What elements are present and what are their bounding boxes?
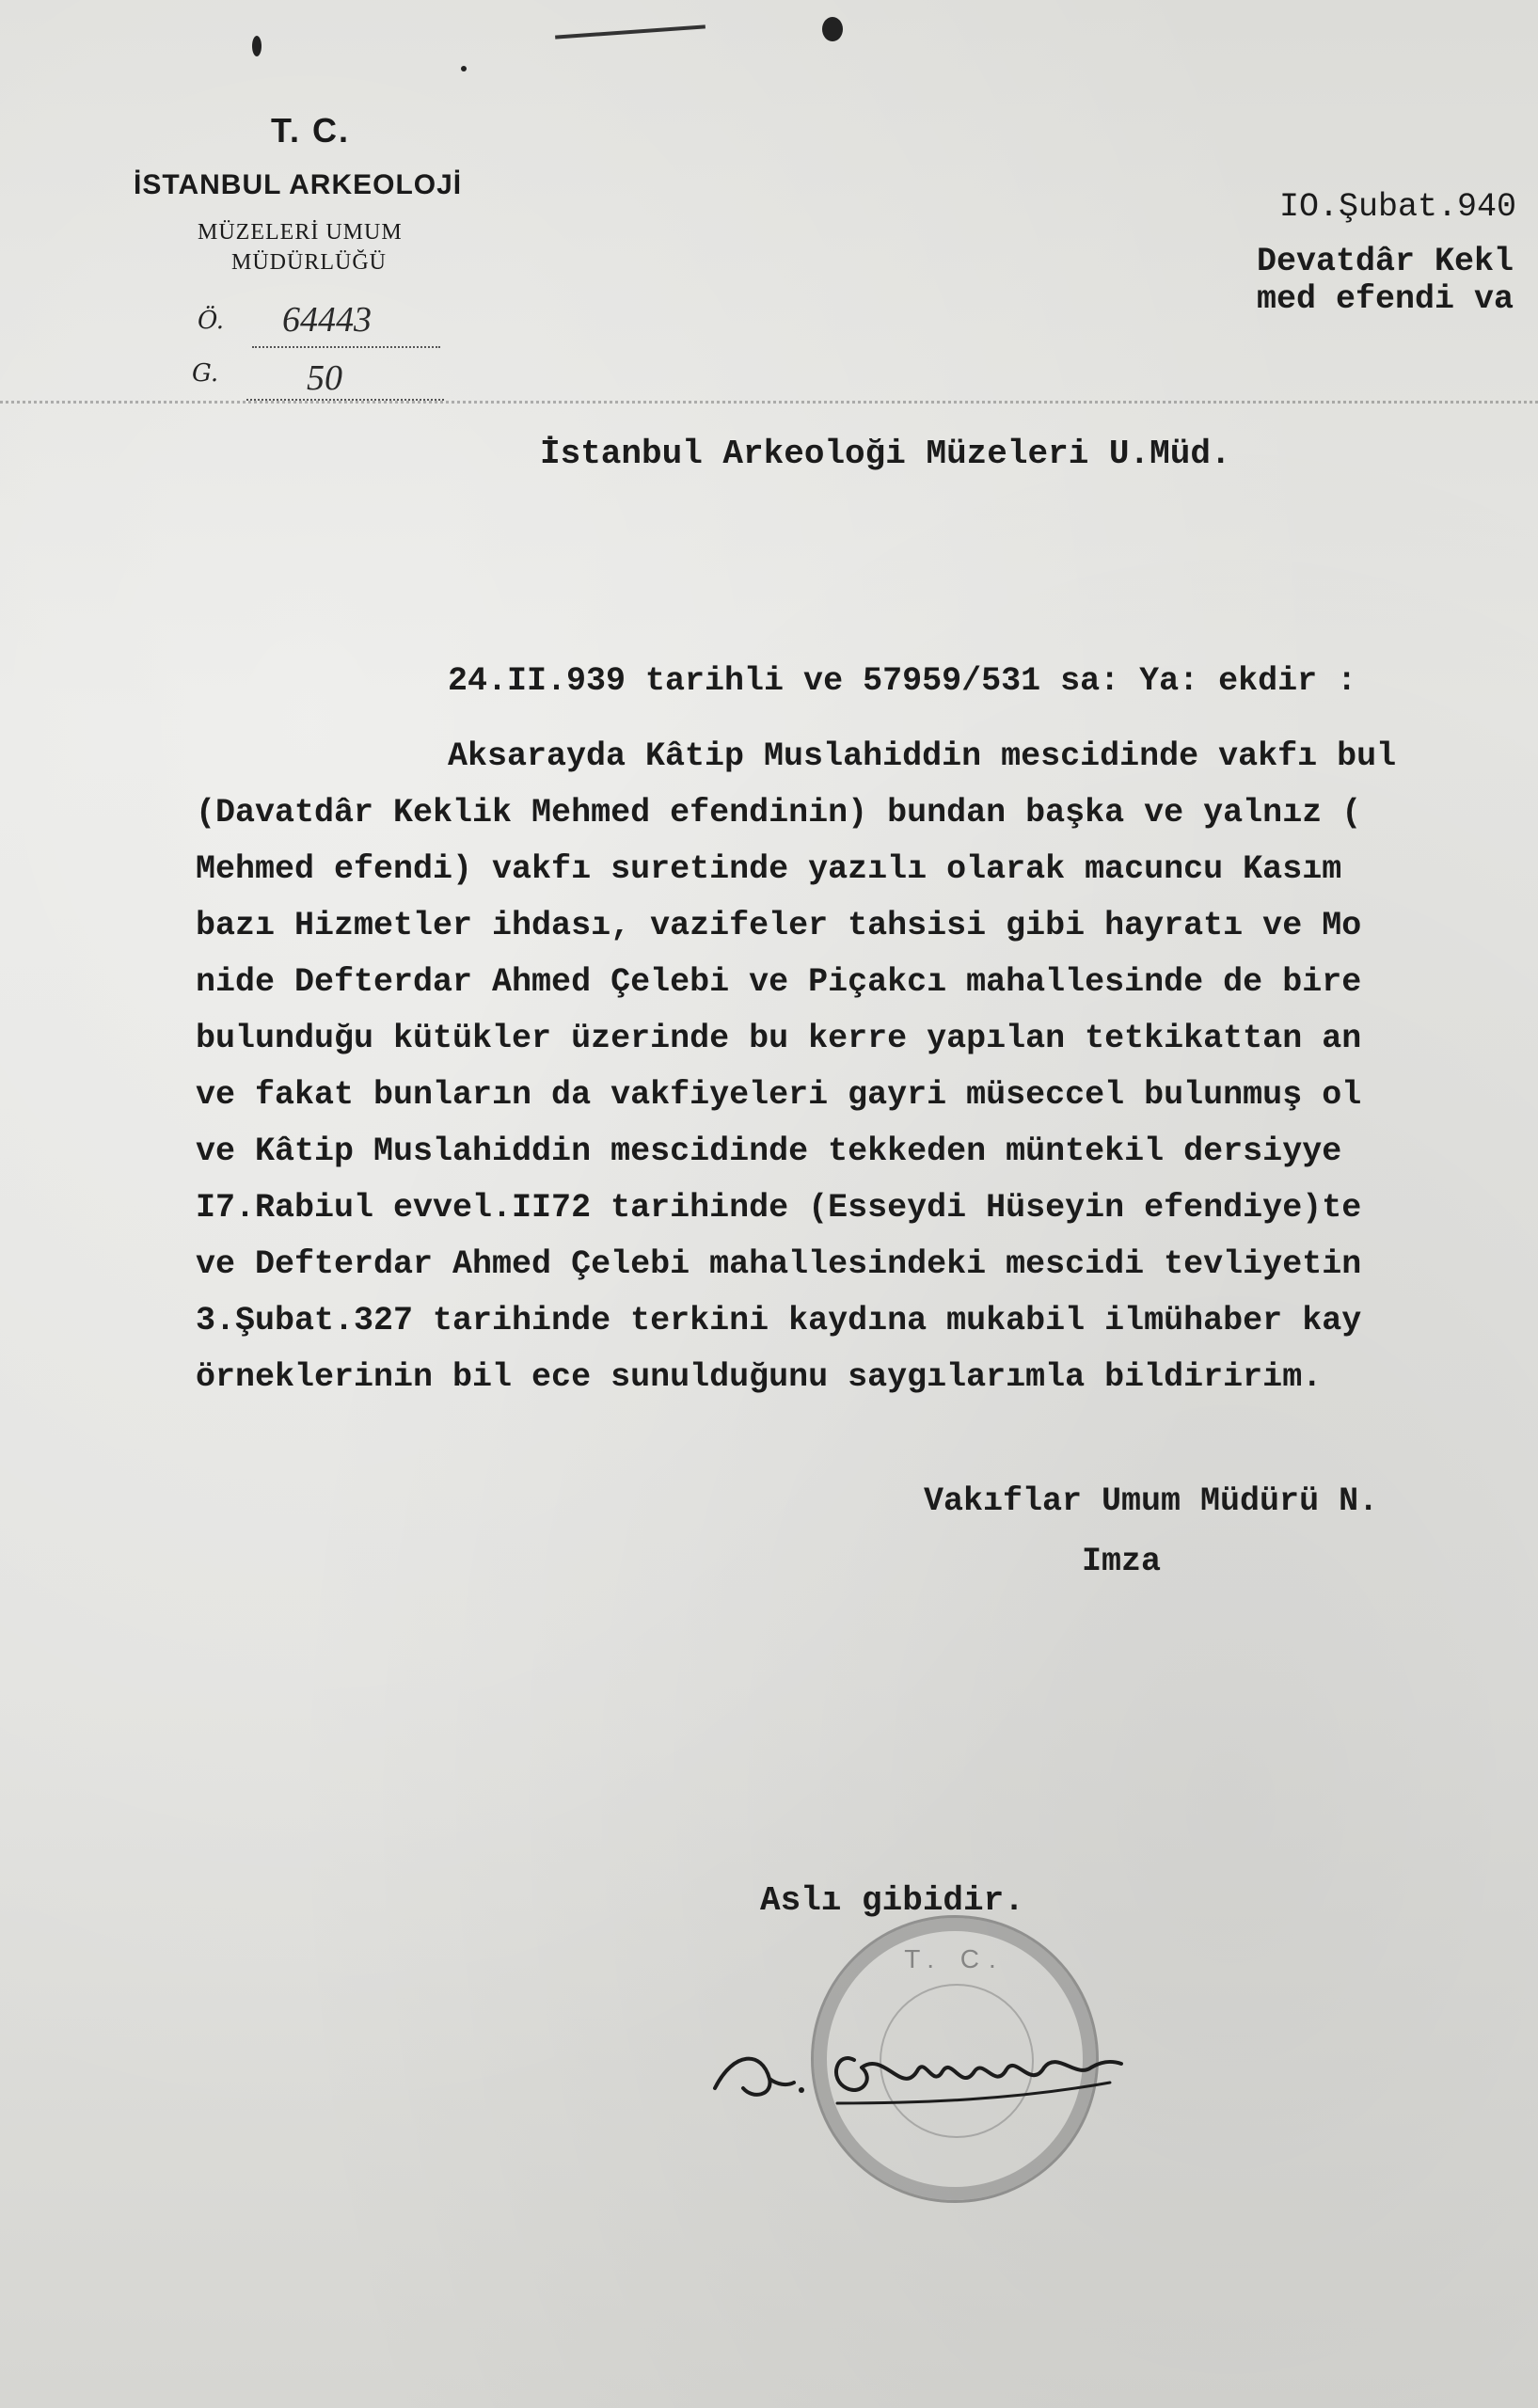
- ref-g-label: G.: [192, 359, 219, 388]
- ink-speck: [461, 66, 467, 71]
- ref-o-dots: [252, 346, 440, 348]
- body-line-13: örneklerinin bil ece sunulduğunu saygılarımla bildiririm.: [196, 1358, 1323, 1396]
- letterhead-tc: T. C.: [271, 111, 351, 150]
- letterhead-line3: MÜDÜRLÜĞÜ: [231, 250, 387, 275]
- addressee: İstanbul Arkeoloği Müzeleri U.Müd.: [540, 435, 1231, 473]
- handwritten-signature: [696, 2013, 1129, 2116]
- ref-g-number: 50: [307, 358, 342, 398]
- body-line-3: (Davatdâr Keklik Mehmed efendinin) bundan başka ve yalnız (: [196, 794, 1362, 832]
- body-line-4: Mehmed efendi) vakfı suretinde yazılı olarak macuncu Kasım: [196, 850, 1342, 888]
- stamp-top-text: T. C.: [904, 1944, 1006, 1973]
- body-line-12: 3.Şubat.327 tarihinde terkini kaydına mukabil ilmühaber kay: [196, 1302, 1362, 1339]
- body-line-8: ve fakat bunların da vakfiyeleri gayri müseccel bulunmuş ol: [196, 1076, 1362, 1114]
- body-line-6: nide Defterdar Ahmed Çelebi ve Piçakcı mahallesinde de bire: [196, 963, 1362, 1001]
- faint-dotted-line: [0, 401, 1538, 404]
- body-line-1: 24.II.939 tarihli ve 57959/531 sa: Ya: ekdir :: [448, 662, 1357, 700]
- ink-speck: [822, 17, 843, 41]
- ref-o-number: 64443: [282, 300, 372, 340]
- body-line-9: ve Kâtip Muslahiddin mescidinde tekkeden müntekil dersiyye: [196, 1133, 1342, 1170]
- subject-line-1: Devatdâr Kekl: [1257, 243, 1514, 280]
- body-line-11: ve Defterdar Ahmed Çelebi mahallesindeki mescidi tevliyetin: [196, 1245, 1362, 1283]
- ink-stroke: [555, 24, 706, 39]
- signatory-imza: Imza: [1082, 1543, 1162, 1580]
- body-line-5: bazı Hizmetler ihdası, vazifeler tahsisi gibi hayratı ve Mo: [196, 907, 1362, 944]
- ref-o-label: Ö.: [198, 307, 225, 335]
- ink-speck: [252, 36, 262, 56]
- body-line-2: Aksarayda Kâtip Muslahiddin mescidinde vakfı bul: [448, 737, 1397, 775]
- certification-text: Aslı gibidir.: [760, 1881, 1024, 1920]
- letterhead-line2: MÜZELERİ UMUM: [198, 220, 403, 245]
- letterhead-institution: İSTANBUL ARKEOLOJİ: [134, 169, 463, 200]
- signatory-title: Vakıflar Umum Müdürü N.: [924, 1482, 1379, 1520]
- document-date: IO.Şubat.940: [1279, 188, 1517, 226]
- body-line-7: bulunduğu kütükler üzerinde bu kerre yapılan tetkikattan an: [196, 1020, 1362, 1057]
- subject-line-2: med efendi va: [1257, 280, 1514, 318]
- body-line-10: I7.Rabiul evvel.II72 tarihinde (Esseydi Hüseyin efendiye)te: [196, 1189, 1362, 1227]
